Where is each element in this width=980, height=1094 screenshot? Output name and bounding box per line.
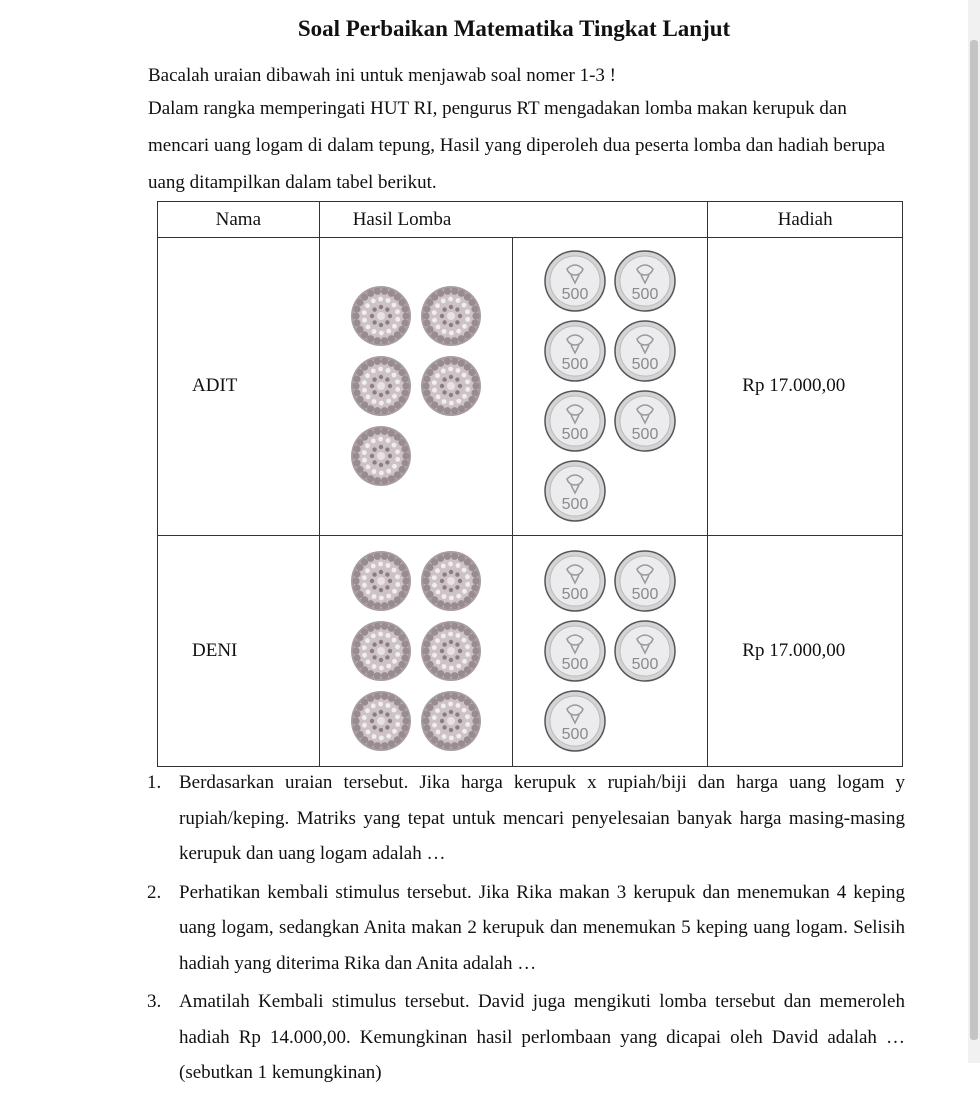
coin-500-icon [543,319,607,383]
header-result: Hasil Lomba [319,202,708,238]
coin-500-icon [613,389,677,453]
question-text: Berdasarkan uraian tersebut. Jika harga kerupuk x rupiah/biji dan harga uang logam y rupiah/keping. Matriks yang tepat untuk mencari penyelesaian banyak harga masing-masing kerupuk dan uang logam adalah … [179,772,905,864]
cracker-group [346,281,486,491]
question-list [147,765,905,1094]
coin-500-icon [613,249,677,313]
cracker-icon [419,689,483,753]
coin-value-label: 500 [562,496,589,514]
cracker-icon [419,354,483,418]
cracker-icon [349,354,413,418]
header-name: Nama [158,202,320,238]
page-title: Soal Perbaikan Matematika Tingkat Lanjut [297,16,731,41]
cracker-icon [349,549,413,613]
coin-group [540,546,680,756]
cracker-icon [349,284,413,348]
coin-500-icon [613,319,677,383]
cracker-icon [419,549,483,613]
coin-500-icon [543,389,607,453]
table-row [158,238,903,536]
question-number: 3. [147,991,162,1012]
coin-value-label: 500 [562,356,589,374]
question-item [147,984,905,1091]
coin-group [540,246,680,526]
coin-500-icon [613,619,677,683]
coin-value-label: 500 [632,286,659,304]
table-row [158,535,903,766]
coin-500-icon [543,249,607,313]
header-prize: Hadiah [708,202,903,238]
scrollbar[interactable] [968,0,980,1063]
coin-value-label: 500 [562,725,589,743]
question-item [147,765,905,872]
coin-500-icon [613,549,677,613]
coin-value-label: 500 [632,585,659,603]
cracker-icon [349,619,413,683]
coin-value-label: 500 [562,286,589,304]
coin-500-icon [543,689,607,753]
coin-value-label: 500 [562,655,589,673]
cracker-icon [419,284,483,348]
coin-value-label: 500 [632,655,659,673]
cracker-icon [419,619,483,683]
participant-name: ADIT [158,238,320,536]
cracker-icon [349,424,413,488]
coin-500-icon [543,549,607,613]
scrollbar-thumb[interactable] [970,40,978,1040]
coin-value-label: 500 [562,585,589,603]
question-text: Perhatikan kembali stimulus tersebut. Jika Rika makan 3 kerupuk dan menemukan 4 keping uang logam, sedangkan Anita makan 2 kerupuk dan menemukan 5 keping uang logam. Selisih hadiah yang diterima Rika dan Anita adalah … [179,881,905,974]
coin-500-icon [543,619,607,683]
coin-value-label: 500 [632,426,659,444]
cracker-icon [349,689,413,753]
coin-500-icon [543,459,607,523]
question-number: 1. [147,772,162,793]
question-number: 2. [147,881,162,903]
prize-amount: Rp 17.000,00 [708,238,903,536]
intro-paragraph: Dalam rangka memperingati HUT RI, pengurus RT mengadakan lomba makan kerupuk dan mencari uang logam di dalam tepung, Hasil yang diperoleh dua peserta lomba dan hadiah berupa uang ditampilkan dalam tabel berikut. [148,98,886,193]
prize-amount: Rp 17.000,00 [708,535,903,766]
cracker-group [346,546,486,756]
participant-name: DENI [158,535,320,766]
instruction-text: Bacalah uraian dibawah ini untuk menjawab soal nomer 1-3 ! [148,65,616,86]
coin-value-label: 500 [632,356,659,374]
coin-value-label: 500 [562,426,589,444]
question-item [147,875,905,982]
question-text: Amatilah Kembali stimulus tersebut. David juga mengikuti lomba tersebut dan memeroleh hadiah Rp 14.000,00. Kemungkinan hasil perlombaan yang dicapai oleh David adalah … (sebutkan 1 kemungkinan) [179,991,905,1083]
results-table [157,201,903,767]
